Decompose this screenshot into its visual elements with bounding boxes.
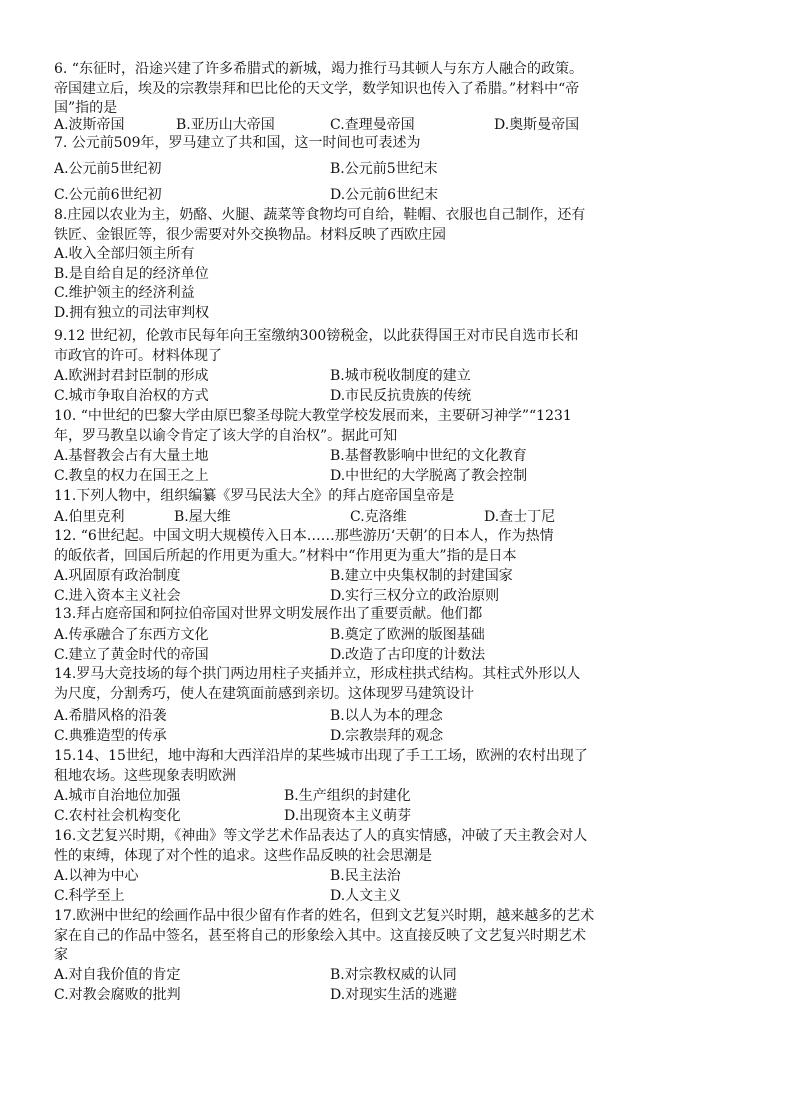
option-a[interactable]: A.波斯帝国 [54,117,125,133]
question-9 [54,327,654,366]
options-10 [54,447,674,486]
options-7 [54,160,674,180]
option-a[interactable]: A.城市自治地位加强 [54,788,181,804]
option-a[interactable]: A.公元前5世纪初 [54,161,162,177]
option-d[interactable]: D.奥斯曼帝国 [494,117,580,133]
option-b[interactable]: B.是自给自足的经济单位 [54,265,209,282]
option-b[interactable]: B.民主法治 [330,868,401,884]
option-d[interactable]: D.宗教崇拜的观念 [330,727,444,744]
option-c[interactable]: C.维护领主的经济利益 [54,285,195,301]
option-d[interactable]: D.中世纪的大学脱离了教会控制 [330,467,528,484]
option-b[interactable]: B.以人为本的理念 [330,708,443,724]
option-b[interactable]: B.亚历山大帝国 [176,117,275,133]
option-a[interactable]: A.巩固原有政治制度 [54,568,181,584]
question-text: 市政官的许可。材料体现了 [54,347,222,364]
option-c[interactable]: C.建立了黄金时代的帝国 [54,646,209,663]
question-13 [54,605,654,625]
option-a[interactable]: A.收入全部归领主所有 [54,246,195,262]
question-8 [54,206,654,245]
question-text: 家在自己的作品中签名，甚至将自己的形象绘入其中。这直接反映了文艺复兴时期艺术 [54,927,586,944]
question-12 [54,527,654,566]
option-b[interactable]: B.建立中央集权制的封建国家 [330,568,513,584]
question-text: 帝国建立后，埃及的宗教崇拜和巴比伦的天文学，数学知识也传入了希腊。”材料中“帝 [54,80,580,97]
option-c[interactable]: C.科学至上 [54,887,125,904]
option-a[interactable]: A.伯里克利 [54,509,125,525]
option-c[interactable]: C.查理曼帝国 [330,117,415,133]
question-7 [54,134,654,154]
question-text: 13.拜占庭帝国和阿拉伯帝国对世界文明发展作出了重要贡献。他们都 [54,606,483,622]
options-8 [54,245,674,323]
question-text: 8.庄园以农业为主，奶酪、火腿、蔬菜等食物均可自给，鞋帽、衣服也自己制作，还有 [54,207,586,223]
options-16 [54,867,674,906]
question-text: 年，罗马教皇以谕令肯定了该大学的自治权”。据此可知 [54,427,398,444]
option-a[interactable]: A.以神为中心 [54,868,139,884]
options-7b [54,186,674,206]
question-text: 性的束缚，体现了对个性的追求。这些作品反映的社会思潮是 [54,847,432,864]
option-b[interactable]: B.奠定了欧洲的版图基础 [330,627,485,643]
question-text: 6. “东征时，沿途兴建了许多希腊式的新城，竭力推行马其顿人与东方人融合的政策。 [54,61,583,77]
option-c[interactable]: C.教皇的权力在国王之上 [54,467,209,484]
option-d[interactable]: D.实行三权分立的政治原则 [330,587,500,604]
options-6 [54,116,674,136]
question-text: 16.文艺复兴时期，《神曲》等文学艺术作品表达了人的真实情感，冲破了天主教会对人 [54,828,588,844]
question-text: 9.12 世纪初，伦敦市民每年向王室缴纳300镑税金，以此获得国王对市民自选市长和 [54,328,579,344]
option-d[interactable]: D.拥有独立的司法审判权 [54,304,210,321]
option-c[interactable]: C.典雅造型的传承 [54,727,167,744]
question-16 [54,827,654,866]
question-text: 国”指的是 [54,100,118,116]
question-6 [54,60,654,119]
option-c[interactable]: C.城市争取自治权的方式 [54,387,209,404]
question-15 [54,747,654,786]
question-11 [54,487,654,507]
options-13 [54,626,674,665]
option-c[interactable]: C.对教会腐败的批判 [54,986,181,1003]
option-a[interactable]: A.对自我价值的肯定 [54,967,181,983]
option-d[interactable]: D.市民反抗贵族的传统 [330,387,472,404]
option-c[interactable]: C.克洛维 [350,509,407,525]
option-d[interactable]: D.公元前6世纪末 [330,187,439,203]
question-10 [54,407,654,446]
question-text: 15.14、15世纪，地中海和大西洋沿岸的某些城市出现了手工工场，欧洲的农村出现了 [54,748,588,764]
option-d[interactable]: D.人文主义 [330,887,402,904]
options-15 [54,787,674,826]
question-text: 12. “6世纪起。中国文明大规模传入日本……那些游历‘天朝’的日本人，作为热情 [54,528,554,544]
options-17 [54,966,674,1005]
options-9 [54,367,674,406]
option-d[interactable]: D.改造了古印度的计数法 [330,646,486,663]
question-text: 11.下列人物中，组织编纂《罗马民法大全》的拜占庭帝国皇帝是 [54,488,455,504]
options-11 [54,508,674,528]
option-c[interactable]: C.进入资本主义社会 [54,587,181,604]
option-b[interactable]: B.城市税收制度的建立 [330,368,471,384]
option-b[interactable]: B.基督教影响中世纪的文化教育 [330,448,527,464]
question-17 [54,907,654,966]
option-b[interactable]: B.公元前5世纪末 [330,161,438,177]
question-text: 10. “中世纪的巴黎大学由原巴黎圣母院大教堂学校发展而来，主要研习神学”“1231 [54,408,572,424]
option-a[interactable]: A.希腊风格的沿袭 [54,708,167,724]
question-text: 家 [54,947,68,963]
question-text: 的皈依者，回国后所起的作用更为重大。”材料中“作用更为重大”指的是日本 [54,547,517,564]
question-text: 铁匠、金银匠等，很少需要对外交换物品。材料反映了西欧庄园 [54,226,446,243]
question-text: 为尺度，分割秀巧，使人在建筑面前感到亲切。这体现罗马建筑设计 [54,685,474,702]
option-d[interactable]: D.对现实生活的逃避 [330,986,458,1003]
option-c[interactable]: C.农村社会机构变化 [54,807,181,824]
question-text: 7. 公元前509年，罗马建立了共和国，这一时间也可表述为 [54,135,421,151]
option-b[interactable]: B.对宗教权威的认同 [330,967,457,983]
question-14 [54,665,654,704]
options-12 [54,567,674,606]
options-14 [54,707,674,746]
question-text: 租地农场。这些现象表明欧洲 [54,767,236,784]
question-text: 14.罗马大竞技场的每个拱门两边用柱子夹插并立，形成柱拱式结构。其柱式外形以人 [54,666,581,682]
option-d[interactable]: D.出现资本主义萌芽 [284,807,412,824]
option-a[interactable]: A.基督教会占有大量土地 [54,448,209,464]
option-b[interactable]: B.生产组织的封建化 [284,788,411,804]
option-c[interactable]: C.公元前6世纪初 [54,187,162,203]
question-text: 17.欧洲中世纪的绘画作品中很少留有作者的姓名，但到文艺复兴时期，越来越多的艺术 [54,908,595,924]
option-b[interactable]: B.屋大维 [174,509,231,525]
option-d[interactable]: D.查士丁尼 [484,509,556,525]
option-a[interactable]: A.传承融合了东西方文化 [54,627,209,643]
option-a[interactable]: A.欧洲封君封臣制的形成 [54,368,209,384]
